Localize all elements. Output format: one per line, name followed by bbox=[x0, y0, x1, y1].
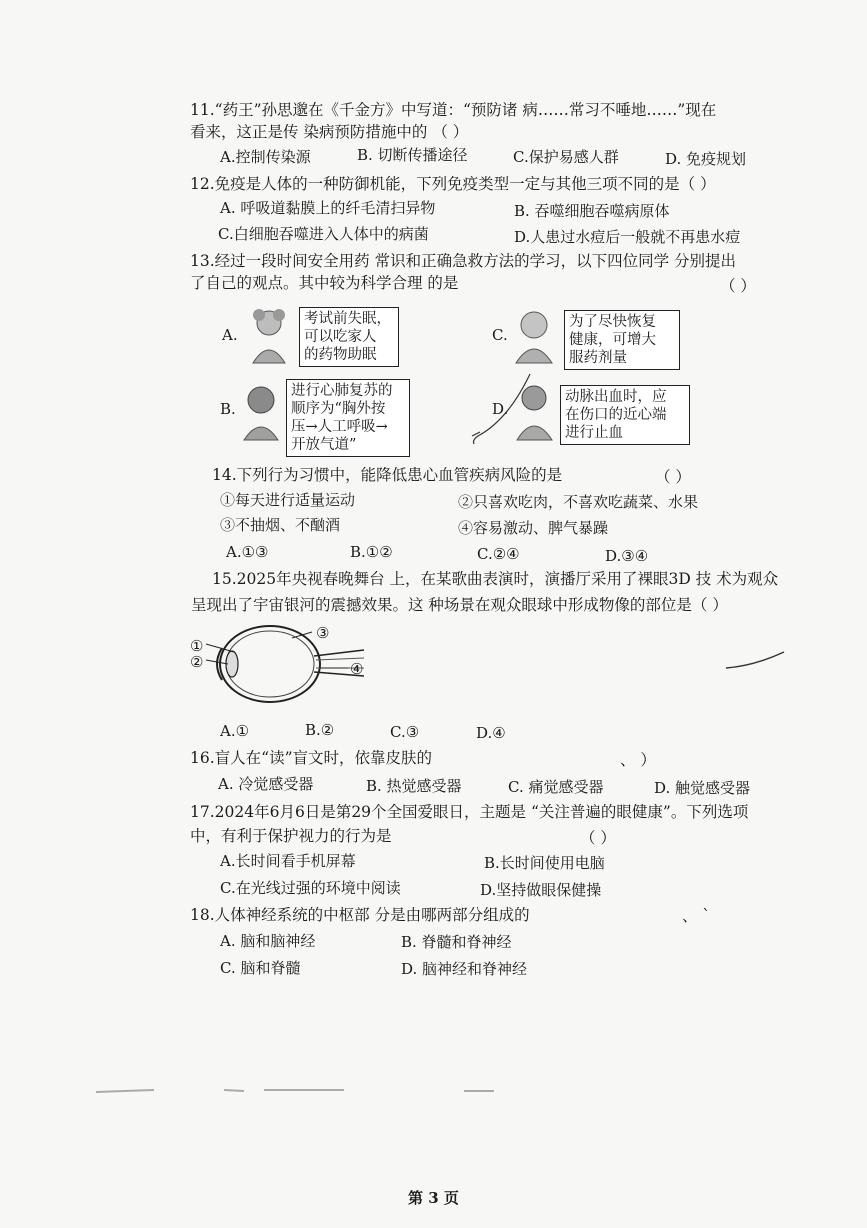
scan-artifact-line bbox=[94, 1084, 514, 1098]
pen-stroke-mark bbox=[724, 650, 788, 672]
q12-option-b: B. 吞噬细胞吞噬病原体 bbox=[514, 202, 670, 220]
eye-diagram bbox=[188, 622, 374, 712]
eyeball-shape bbox=[217, 626, 364, 702]
q11-option-a: A.控制传染源 bbox=[220, 148, 311, 166]
q16-answer-paren: 、 ） bbox=[620, 751, 656, 769]
q16-option-c: C. 痛觉感受器 bbox=[508, 778, 604, 796]
q14-item-2: ②只喜欢吃肉，不喜欢吃蔬菜、水果 bbox=[458, 493, 699, 511]
q13-panel-a-bubble: 考试前失眠， 可以吃家人 的药物助眠 bbox=[299, 307, 399, 367]
q17-option-b: B.长时间使用电脑 bbox=[484, 854, 605, 872]
q13-answer-paren: （ ） bbox=[720, 277, 756, 295]
q17-option-d: D.坚持做眼保健操 bbox=[480, 881, 602, 899]
q18-marks: 、 ˋ bbox=[682, 907, 711, 925]
q17-answer-paren: （ ） bbox=[580, 829, 616, 847]
q13-panel-a-letter: A. bbox=[222, 326, 238, 344]
q11-option-d: D. 免疫规划 bbox=[665, 150, 747, 168]
eye-label-4: ④ bbox=[350, 660, 364, 678]
q14-answer-paren: （ ） bbox=[655, 468, 691, 486]
q11-line1: 11.“药王”孙思邈在《千金方》中写道：“预防诸 病……常习不唾地……”现在 bbox=[190, 101, 717, 119]
q11-option-c: C.保护易感人群 bbox=[513, 148, 619, 166]
q18-option-c: C. 脑和脊髓 bbox=[220, 959, 301, 977]
q11-line2: 看来，这正是传 染病预防措施中的 （ ） bbox=[190, 123, 469, 141]
q17-option-a: A.长时间看手机屏幕 bbox=[220, 852, 356, 870]
q13-panel-b-bubble: 进行心肺复苏的 顺序为“胸外按 压→人工呼吸→ 开放气道” bbox=[286, 379, 410, 457]
q14-line1: 14.下列行为习惯中，能降低患心血管疾病风险的是 bbox=[212, 466, 563, 484]
q17-line2: 中，有利于保护视力的行为是 bbox=[190, 827, 392, 845]
q13-panel-d-bubble: 动脉出血时，应 在伤口的近心端 进行止血 bbox=[560, 385, 690, 445]
pen-scribble-mark bbox=[468, 370, 548, 460]
q15-option-a: A.① bbox=[220, 722, 250, 740]
girl-figure-icon bbox=[245, 305, 293, 365]
q15-option-b: B.② bbox=[305, 721, 335, 739]
q18-option-a: A. 脑和脑神经 bbox=[220, 932, 316, 950]
q17-option-c: C.在光线过强的环境中阅读 bbox=[220, 879, 401, 897]
q12-option-d: D.人患过水痘后一般就不再患水痘 bbox=[514, 228, 741, 246]
q14-option-b: B.①② bbox=[350, 543, 393, 561]
q13-panel-c-bubble: 为了尽快恢复 健康，可增大 服药剂量 bbox=[564, 310, 680, 370]
q15-option-c: C.③ bbox=[390, 723, 420, 741]
q16-option-d: D. 触觉感受器 bbox=[654, 779, 751, 797]
q13-panel-c-letter: C. bbox=[492, 326, 508, 344]
q13-panel-d-letter: D. bbox=[492, 400, 509, 418]
boy-figure-icon bbox=[238, 382, 284, 442]
q14-option-c: C.②④ bbox=[477, 545, 520, 563]
q14-option-a: A.①③ bbox=[226, 543, 269, 561]
eye-label-1: ① bbox=[190, 637, 204, 655]
q11-option-b: B. 切断传播途径 bbox=[357, 146, 468, 164]
q12-option-c: C.白细胞吞噬进入人体中的病菌 bbox=[218, 225, 429, 243]
q15-line1: 15.2025年央视春晚舞台 上，在某歌曲表演时，演播厅采用了裸眼3D 技 术为观众 bbox=[212, 570, 779, 588]
q14-option-d: D.③④ bbox=[605, 547, 649, 565]
q13-line2: 了自己的观点。其中较为科学合理 的是 bbox=[190, 274, 459, 292]
q14-item-3: ③不抽烟、不酗酒 bbox=[220, 516, 341, 534]
q12-line1: 12.免疫是人体的一种防御机能，下列免疫类型一定与其他三项不同的是（ ） bbox=[190, 175, 716, 193]
q18-line1: 18.人体神经系统的中枢部 分是由哪两部分组成的 bbox=[190, 906, 530, 924]
q13-line1: 13.经过一段时间安全用药 常识和正确急救方法的学习，以下四位同学 分别提出 bbox=[190, 252, 737, 270]
q13-panel-b-letter: B. bbox=[220, 400, 236, 418]
eye-label-3: ③ bbox=[316, 624, 330, 642]
q15-line2: 呈现出了宇宙银河的震撼效果。这 种场景在观众眼球中形成物像的部位是（ ） bbox=[191, 596, 728, 614]
q12-option-a: A. 呼吸道黏膜上的纤毛清扫异物 bbox=[220, 199, 436, 217]
q17-line1: 17.2024年6月6日是第29个全国爱眼日，主题是 “关注普遍的眼健康”。下列选项 bbox=[190, 803, 749, 821]
eye-label-2: ② bbox=[190, 653, 204, 671]
page-number: 第 3 页 bbox=[408, 1189, 459, 1207]
q16-line1: 16.盲人在“读”盲文时，依靠皮肤的 bbox=[190, 749, 432, 767]
man-figure-icon bbox=[510, 305, 558, 365]
q18-option-b: B. 脊髓和脊神经 bbox=[401, 933, 512, 951]
q14-item-4: ④容易激动、脾气暴躁 bbox=[458, 519, 609, 537]
q16-option-b: B. 热觉感受器 bbox=[366, 777, 462, 795]
q16-option-a: A. 冷觉感受器 bbox=[218, 775, 314, 793]
q15-option-d: D.④ bbox=[476, 724, 506, 742]
q14-item-1: ①每天进行适量运动 bbox=[220, 491, 356, 509]
q18-option-d: D. 脑神经和脊神经 bbox=[401, 960, 528, 978]
